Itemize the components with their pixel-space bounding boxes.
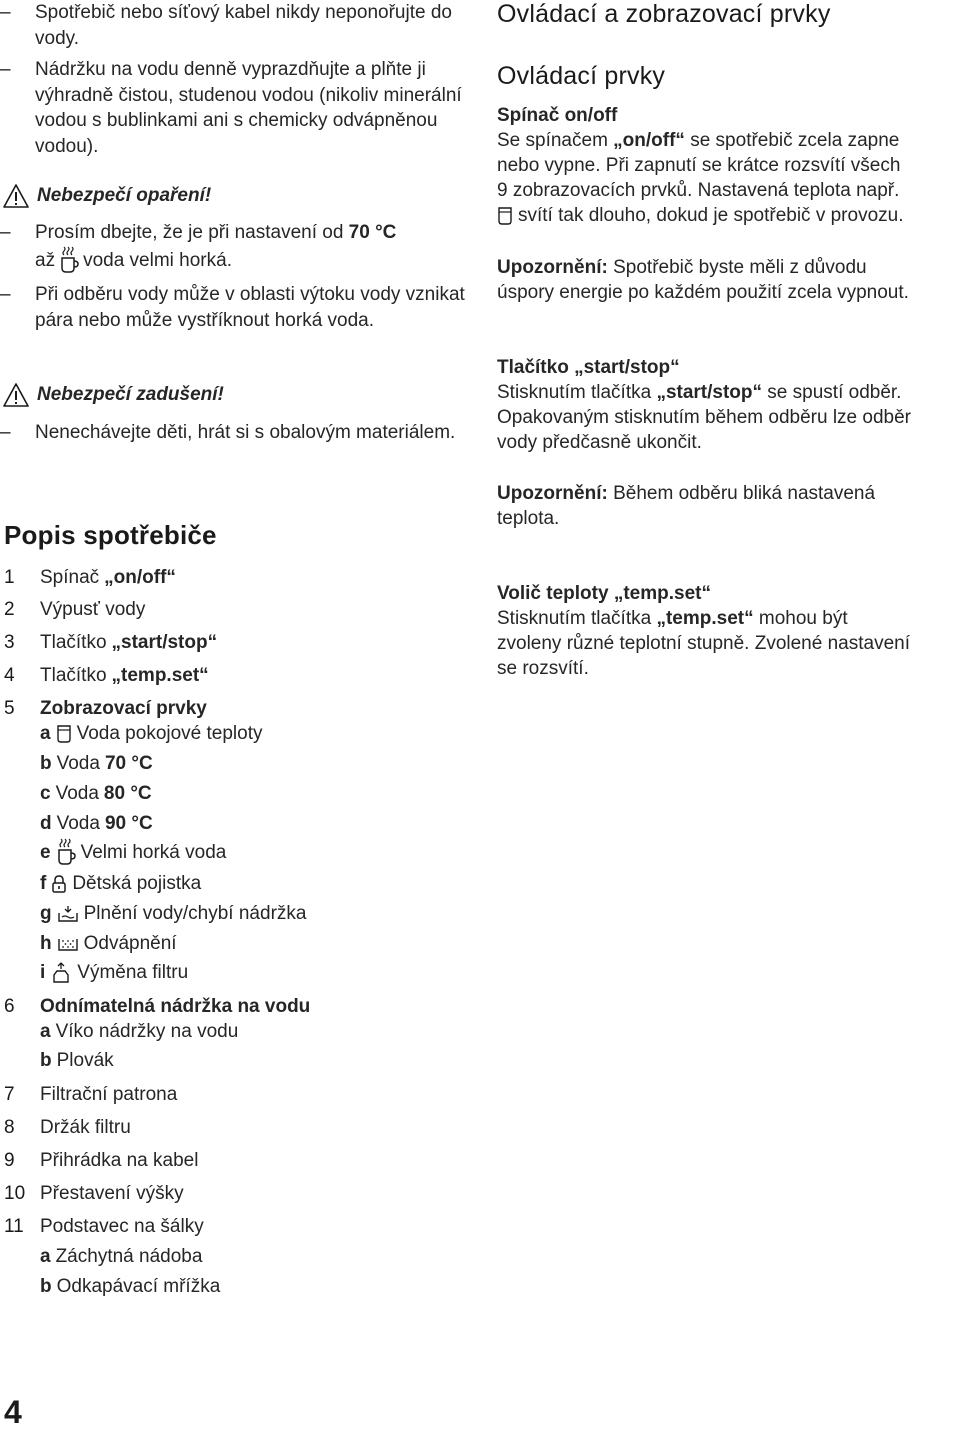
item-tempset: [40, 663, 209, 688]
sub-bold: 90 °C: [104, 813, 153, 834]
cup-icon: [497, 206, 513, 226]
bullet-dash: –: [0, 284, 11, 305]
sub-bold: 80 °C: [103, 783, 152, 804]
item-number: 10: [4, 1183, 26, 1204]
item-number: 5: [4, 698, 15, 719]
display-sub-g: [40, 901, 306, 926]
safety-bullet-text: Spotřebič nebo síťový kabel nikdy neponořujte do vody.: [35, 2, 452, 49]
sub-text: Voda: [56, 753, 100, 774]
item-display: [40, 696, 207, 721]
cup-icon: [56, 724, 72, 744]
display-sub-e: [40, 838, 226, 866]
sub-letter: b: [40, 753, 52, 774]
sub-text: Plnění vody/chybí nádržka: [83, 903, 307, 924]
steam-cup-icon: [59, 246, 79, 274]
sub-letter: a: [40, 1246, 51, 1267]
display-sub-c: [40, 781, 152, 806]
lock-icon: [51, 874, 67, 894]
onoff-text: Se spínačem: [497, 130, 614, 151]
item-number: 7: [4, 1084, 15, 1105]
item-startstop: [40, 630, 217, 655]
item-text: Výpusť vody: [40, 599, 146, 620]
descale-icon: [57, 935, 79, 953]
tank-sub-b: [40, 1048, 114, 1073]
startstop-heading: Tlačítko „start/stop“: [497, 357, 680, 378]
sub-text: Výměna filtru: [77, 962, 189, 983]
warning-choke: [3, 382, 224, 407]
sub-text: Víko nádržky na vodu: [55, 1021, 239, 1042]
display-sub-i: [40, 960, 188, 985]
sub-letter: a: [40, 1021, 51, 1042]
note-energy: [497, 255, 957, 305]
item-number: 4: [4, 665, 15, 686]
bullet-dash: –: [0, 2, 11, 23]
note-text: Během odběru bliká nastavená: [607, 483, 876, 504]
scald-text: Prosím dbejte, že je při nastavení od: [35, 222, 344, 243]
note-blink: [497, 481, 957, 531]
tempset-text: se rozsvítí.: [497, 658, 589, 679]
note-text: teplota.: [497, 508, 560, 529]
item-number: 8: [4, 1117, 15, 1138]
sub-letter: a: [40, 723, 51, 744]
item-number: 3: [4, 632, 15, 653]
onoff-paragraph: [497, 128, 957, 228]
sub-text: Odvápnění: [83, 933, 177, 954]
item-text: Tlačítko: [40, 632, 107, 653]
onoff-text: 9 zobrazovacích prvků. Nastavená teplota např.: [497, 180, 900, 201]
startstop-paragraph: [497, 380, 957, 455]
startstop-text: se spustí odběr.: [762, 382, 902, 403]
display-sub-b: [40, 751, 153, 776]
sub-letter: h: [40, 933, 52, 954]
item-cup-stand: Podstavec na šálky: [40, 1216, 204, 1237]
item-water-tank: [40, 994, 310, 1019]
sub-text: Dětská pojistka: [72, 873, 202, 894]
sub-letter: f: [40, 873, 47, 894]
onoff-heading: Spínač on/off: [497, 105, 618, 126]
tank-refill-icon: [57, 904, 79, 924]
item-number: 9: [4, 1150, 15, 1171]
sub-text: Voda: [55, 783, 99, 804]
stand-sub-a: [40, 1244, 202, 1269]
display-sub-f: [40, 871, 201, 896]
startstop-text: vody předčasně ukončit.: [497, 432, 702, 453]
warning-triangle-icon: [3, 184, 29, 208]
bullet-dash: –: [0, 222, 11, 243]
sub-letter: b: [40, 1276, 52, 1297]
tempset-text: mohou být: [753, 608, 848, 629]
safety-bullet-text: Nádržku na vodu denně vyprazdňujte a plňte ji výhradně čistou, studenou vodou (nikoliv minerální vodou s bublinkami ani s chemicky odvápněnou vodou).: [35, 59, 462, 157]
controls-title: Ovládací a zobrazovací prvky: [497, 0, 831, 28]
controls-subtitle: Ovládací prvky: [497, 62, 666, 90]
page-number: 4: [4, 1394, 22, 1430]
warning-scald-label: Nebezpečí opaření!: [37, 185, 212, 206]
item-bold: Odnímatelná nádržka na vodu: [40, 996, 311, 1017]
scald-temp: 70 °C: [348, 222, 397, 243]
display-sub-a: [40, 721, 263, 746]
scald-bullet-2: Při odběru vody může v oblasti výtoku vody vznikat pára nebo může vystříknout horká voda.: [35, 284, 465, 331]
steam-cup-icon: [56, 838, 76, 866]
item-height-adjust: Přestavení výšky: [40, 1183, 184, 1204]
note-text: úspory energie po každém použití zcela vypnout.: [497, 282, 909, 303]
tempset-text: zvoleny různé teplotní stupně. Zvolené nastavení: [497, 633, 910, 654]
sub-text: Záchytná nádoba: [55, 1246, 203, 1267]
stand-sub-b: [40, 1274, 220, 1299]
display-sub-h: [40, 931, 177, 956]
item-text: Tlačítko: [40, 665, 107, 686]
startstop-bold: „start/stop“: [656, 382, 763, 403]
choke-bullet: Nenechávejte děti, hrát si s obalovým materiálem.: [35, 422, 456, 443]
note-text: Spotřebič byste měli z důvodu: [607, 257, 867, 278]
sub-letter: g: [40, 903, 52, 924]
warning-triangle-icon: [3, 383, 29, 407]
item-filter-cartridge: Filtrační patrona: [40, 1084, 178, 1105]
sub-text: Odkapávací mřížka: [56, 1276, 221, 1297]
sub-bold: 70 °C: [104, 753, 153, 774]
scald-text-end: voda velmi horká.: [83, 250, 232, 271]
item-bold: „start/stop“: [111, 632, 218, 653]
item-outlet: [40, 597, 145, 622]
item-bold: Zobrazovací prvky: [40, 698, 207, 719]
item-filter-holder: Držák filtru: [40, 1117, 131, 1138]
warning-choke-label: Nebezpečí zadušení!: [37, 384, 224, 405]
item-text: Spínač: [40, 567, 100, 588]
bullet-dash: –: [0, 59, 11, 80]
sub-letter: i: [40, 962, 46, 983]
sub-text: Plovák: [56, 1050, 114, 1071]
sub-text: Voda pokojové teploty: [76, 723, 263, 744]
item-number: 6: [4, 996, 15, 1017]
tempset-paragraph: [497, 606, 957, 681]
startstop-text: Stisknutím tlačítka: [497, 382, 657, 403]
item-number: 2: [4, 599, 15, 620]
onoff-bold: „on/off“: [613, 130, 685, 151]
filter-change-icon: [50, 962, 72, 984]
bullet-dash: –: [0, 422, 11, 443]
section-title-description: Popis spotřebiče: [4, 520, 217, 550]
item-number: 11: [4, 1216, 24, 1237]
onoff-text: nebo vypne. Při zapnutí se krátce rozsvítí všech: [497, 155, 901, 176]
item-cable-storage: Přihrádka na kabel: [40, 1150, 199, 1171]
tempset-text: Stisknutím tlačítka: [497, 608, 657, 629]
sub-letter: e: [40, 841, 51, 863]
item-bold: „on/off“: [104, 567, 176, 588]
onoff-text: se spotřebič zcela zapne: [684, 130, 900, 151]
tempset-heading: Volič teploty „temp.set“: [497, 583, 711, 604]
warning-scald: [3, 183, 211, 208]
onoff-text: svítí tak dlouho, dokud je spotřebič v provozu.: [518, 205, 904, 226]
startstop-text: Opakovaným stisknutím během odběru lze odběr: [497, 407, 911, 428]
sub-text: Voda: [56, 813, 100, 834]
scald-text-mid: až: [35, 250, 56, 271]
item-number: 1: [4, 567, 15, 588]
tempset-bold: „temp.set“: [656, 608, 754, 629]
item-onoff: [40, 565, 176, 590]
sub-letter: b: [40, 1050, 52, 1071]
scald-bullet-1: [35, 220, 465, 274]
tank-sub-a: [40, 1019, 238, 1044]
item-bold: „temp.set“: [111, 665, 209, 686]
sub-letter: c: [40, 783, 51, 804]
note-label: Upozornění:: [497, 257, 608, 278]
sub-letter: d: [40, 813, 52, 834]
note-label: Upozornění:: [497, 483, 608, 504]
display-sub-d: [40, 811, 153, 836]
sub-text: Velmi horká voda: [80, 841, 227, 863]
